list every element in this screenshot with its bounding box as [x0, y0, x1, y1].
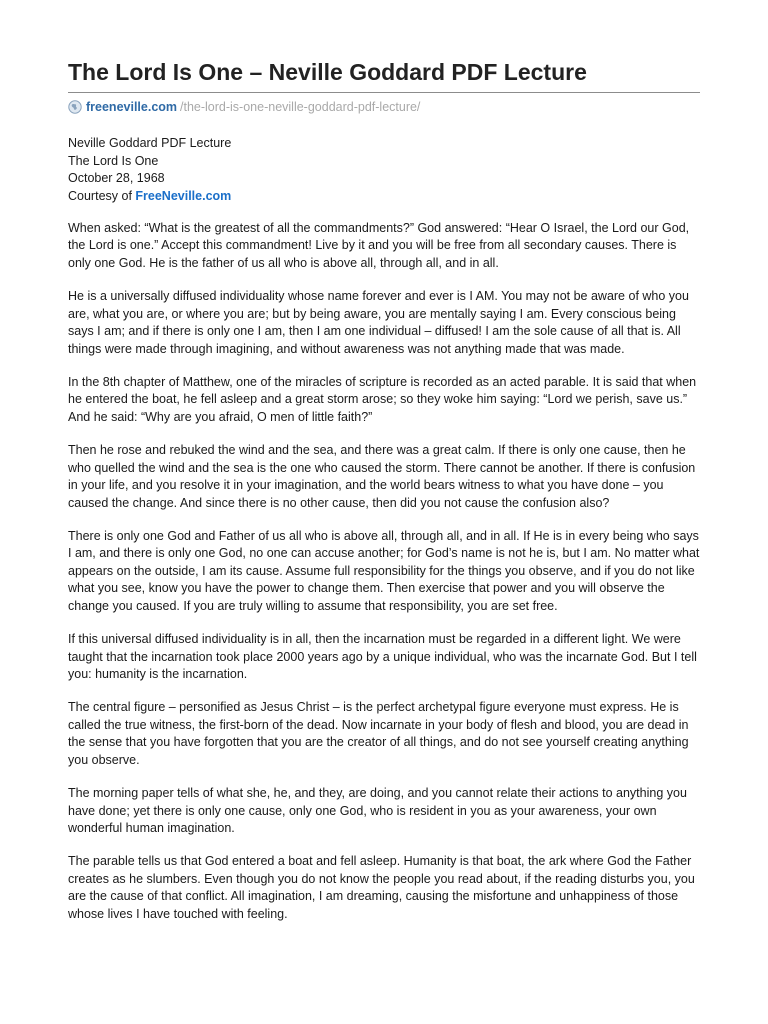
- page-title: The Lord Is One – Neville Goddard PDF Lecture: [68, 56, 700, 93]
- paragraph: The morning paper tells of what she, he, and they, are doing, and you cannot relate their actions to anything you have done; yet there is only one cause, only one God, who is resident in you as your awareness, your own wonderful human imagination.: [68, 785, 687, 836]
- lecture-meta: [68, 135, 700, 206]
- paragraph: The parable tells us that God entered a boat and fell asleep. Humanity is that boat, the ark where God the Father creates as he slumbers. Even though you do not know the people you read about, if the reading disturbs you, you are the cause of that conflict. All imagination, I am dreaming, causing the misfortune and unhappiness of those whose lives I have touched with feeling.: [68, 854, 695, 921]
- paragraph: Then he rose and rebuked the wind and the sea, and there was a great calm. If there is only one cause, then he who quelled the wind and the sea is the one who caused the storm. There cannot be another. If there is confusion in your life, and you resolve it in your imagination, and the world bears witness to what you have done – you caused the change. And since there is no other cause, then did you not cause the confusion also?: [68, 442, 696, 510]
- lecture-body: [68, 220, 700, 924]
- meta-lecture-title: The Lord Is One: [68, 153, 159, 168]
- meta-courtesy: [68, 188, 700, 206]
- paragraph: When asked: “What is the greatest of all the commandments?” God answered: “Hear O Israel, the Lord our God, the Lord is one.” Accept this commandment! Live by it and you will be free from all secondary causes. There is only one God. He is the father of us all who is above all, through all, and in all.: [68, 220, 690, 270]
- globe-icon: [68, 100, 82, 114]
- paragraph: The central figure – personified as Jesus Christ – is the perfect archetypal figure everyone must express. He is called the true witness, the first-born of the dead. Now incarnate in your body of flesh and blood, you are dead in the sense that you have forgotten that you are the creator of all things, and do not see yourself creating anything you observe.: [68, 700, 689, 767]
- courtesy-prefix: Courtesy of: [68, 189, 136, 204]
- meta-date: October 28, 1968: [68, 171, 165, 186]
- source-path-link[interactable]: /the-lord-is-one-neville-goddard-pdf-lecture/: [180, 100, 421, 114]
- source-line: [68, 99, 700, 115]
- source-domain-link[interactable]: freeneville.com: [86, 100, 178, 114]
- paragraph: In the 8th chapter of Matthew, one of the miracles of scripture is recorded as an acted parable. It is said that when he entered the boat, he fell asleep and a great storm arose; so they woke him saying: “Lord we perish, save us.” And he said: “Why are you afraid, O men of little faith?”: [68, 374, 697, 424]
- paragraph: If this universal diffused individuality is in all, then the incarnation must be regarded in a different light. We were taught that the incarnation took place 2000 years ago by a unique individual, who was the incarnate God. But I tell you: humanity is the incarnation.: [68, 632, 697, 682]
- paragraph: There is only one God and Father of us all who is above all, through all, and in all. If He is in every being who says I am, and there is only one God, no one can accuse another; for God’s name is not he is, but I am. No matter what appears on the outside, I am its cause. Assume full responsibility for the things you observe, and if you do not like what you see, know you have the power to change them. Then exercise that power and you will observe the change you caused. If you are truly willing to assume that responsibility, you are set free.: [68, 528, 700, 614]
- meta-series: Neville Goddard PDF Lecture: [68, 136, 232, 150]
- freeneville-link[interactable]: FreeNeville.com: [135, 189, 232, 204]
- document-page: [68, 56, 700, 939]
- paragraph: He is a universally diffused individuality whose name forever and ever is I AM. You may not be aware of who you are, what you are, or where you are; but by being aware, you are mentally saying I am. Every conscious being says I am; and if there is only one I am, then I am one individual – diffused! I am the sole cause of all that is. All things were made through imagining, and without awareness was not anything made that was made.: [68, 288, 689, 356]
